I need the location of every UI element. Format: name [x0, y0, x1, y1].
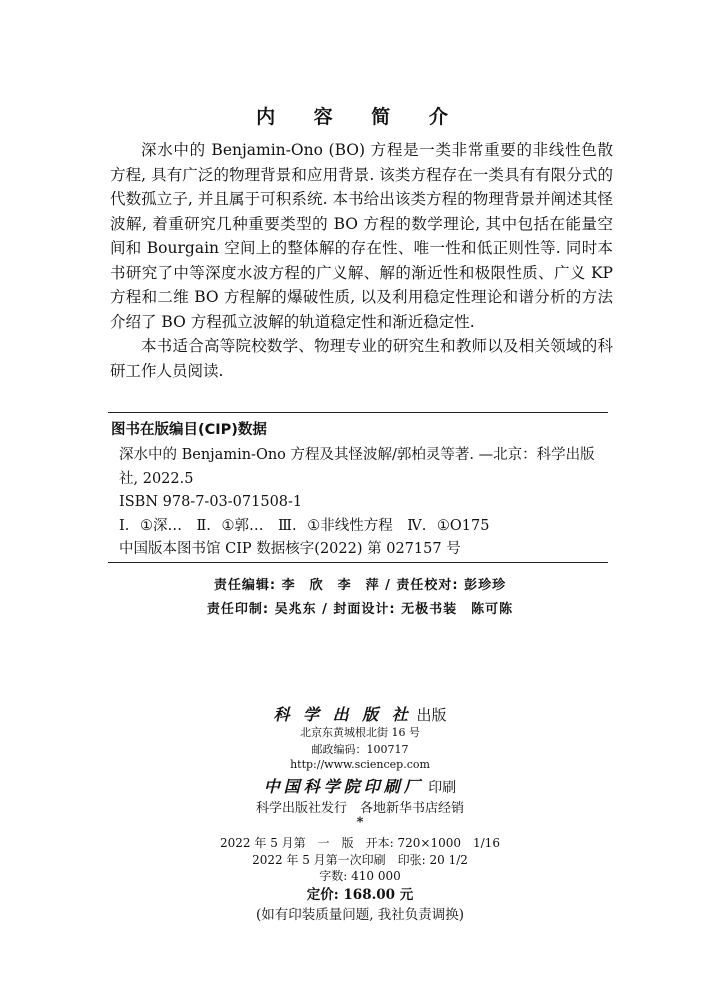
publisher-address: 北京东黄城根北街 16 号 — [300, 726, 420, 739]
edition-line: 2022 年 5 月第 一 版 开本: 720×1000 1/16 — [220, 836, 500, 850]
printing-line: 2022 年 5 月第一次印刷 印张: 20 1/2 — [252, 853, 468, 867]
publisher-line — [0, 702, 720, 725]
intro-paragraph-1: 深水中的 Benjamin-Ono (BO) 方程是一类非常重要的非线性色散方程, 具有广泛的物理背景和应用背景. 该类方程存在一类具有有限分式的代数孤立子, 并且属于可积系统. 本书给出该类方程的物理背景并阐述其怪波解, 着重研究几种重要类型的 BO 方程的数学理论, 其中包括在能量空间和 Bourgain 空间上的整体解的存在性、唯一性和低正则性等. 同时本书研究了中等深度水波方程的广义解、解的渐近性和极限性质、广义 KP 方程和二维 BO 方程解的爆破性质, 以及利用稳定性理论和谱分析的方法介绍了 BO 方程孤立波解的轨道稳定性和渐近稳定性. — [110, 141, 613, 331]
introduction — [110, 138, 613, 383]
word-count: 字数: 410 000 — [319, 869, 401, 883]
intro-paragraph-2: 本书适合高等院校数学、物理专业的研究生和教师以及相关领域的科研工作人员阅读. — [110, 337, 613, 380]
cip-bottom-rule — [108, 562, 608, 563]
printer-line — [0, 774, 720, 797]
printer-suffix: 印刷 — [423, 780, 457, 796]
cip-classification: Ⅰ. ①深… Ⅱ. ①郭… Ⅲ. ①非线性方程 Ⅳ. ①O175 — [119, 517, 490, 534]
page-title: 内 容 简 介 — [256, 106, 464, 128]
cip-record-number: 中国版本图书馆 CIP 数据核字(2022) 第 027157 号 — [119, 541, 461, 557]
editors-line: 责任编辑: 李 欣 李 萍 / 责任校对: 彭珍珍 — [213, 578, 507, 593]
price: 定价: 168.00 元 — [306, 887, 414, 903]
cip-isbn: ISBN 978-7-03-071508-1 — [119, 494, 303, 510]
cip-top-rule — [108, 412, 608, 413]
separator-star: * — [356, 815, 364, 830]
publisher-website: http://www.sciencep.com — [290, 758, 430, 771]
publisher-logo: 科 学 出 版 社 — [273, 705, 412, 724]
production-line: 责任印制: 吴兆东 / 封面设计: 无极书装 陈可陈 — [206, 602, 514, 617]
printer-logo: 中国科学院印刷厂 — [263, 777, 424, 796]
publisher-suffix: 出版 — [411, 706, 447, 724]
cip-book-entry: 深水中的 Benjamin-Ono 方程及其怪波解/郭柏灵等著. —北京：科学出版社, 2022.5 — [119, 447, 595, 487]
publisher-postcode: 邮政编码：100717 — [311, 743, 409, 756]
cip-title: 图书在版编目(CIP)数据 — [111, 422, 267, 438]
distribution-line: 科学出版社发行 各地新华书店经销 — [255, 801, 464, 816]
quality-note: (如有印装质量问题, 我社负责调换) — [255, 907, 465, 923]
cip-record — [111, 444, 611, 562]
